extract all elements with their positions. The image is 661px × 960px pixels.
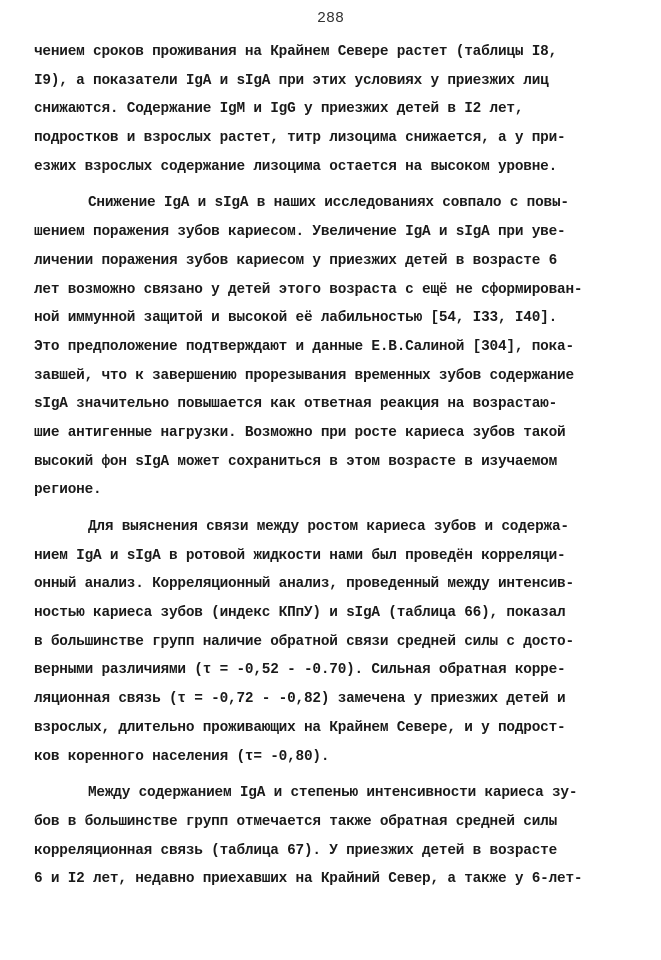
paragraph-first-line: Между содержанием IgA и степенью интенсивности кариеса зу- xyxy=(88,785,578,802)
page-body-text xyxy=(34,38,624,894)
text-line: взрослых, длительно проживающих на Крайнем Севере, и у подрост- xyxy=(34,719,566,736)
text-line: личении поражения зубов кариесом у приезжих детей в возрасте 6 xyxy=(34,252,558,269)
text-line: завшей, что к завершению прорезывания временных зубов содержание xyxy=(34,367,574,384)
page-number: 288 xyxy=(316,10,344,27)
text-line: корреляционная связь (таблица 67). У приезжих детей в возрасте xyxy=(34,842,558,859)
text-line: шением поражения зубов кариесом. Увеличение IgA и sIgA при уве- xyxy=(34,224,566,241)
text-line: ков коренного населения (τ= -0,80). xyxy=(34,748,330,765)
text-line: бов в большинстве групп отмечается также обратная средней силы xyxy=(34,813,558,830)
text-line: 6 и I2 лет, недавно приехавших на Крайний Север, а также у 6-лет- xyxy=(34,871,583,888)
text-line: ляционная связь (τ = -0,72 - -0,82) замечена у приезжих детей и xyxy=(34,691,566,708)
text-line: снижаются. Содержание IgM и IgG у приезжих детей в I2 лет, xyxy=(34,101,524,118)
text-line: верными различиями (τ = -0,52 - -0.70). Сильная обратная корре- xyxy=(34,662,566,679)
text-line: sIgA значительно повышается как ответная реакция на возрастаю- xyxy=(34,396,558,413)
text-line: шие антигенные нагрузки. Возможно при росте кариеса зубов такой xyxy=(34,424,566,441)
text-line: ностью кариеса зубов (индекс КПпУ) и sIgA (таблица 66), показал xyxy=(34,605,566,622)
text-line: нием IgA и sIgA в ротовой жидкости нами был проведён корреляци- xyxy=(34,547,566,564)
text-line: езжих взрослых содержание лизоцима остается на высоком уровне. xyxy=(34,158,558,175)
text-line: регионе. xyxy=(34,482,102,499)
text-line: лет возможно связано у детей этого возраста с ещё не сформирован- xyxy=(34,281,583,298)
text-line: ной иммунной защитой и высокой её лабильностью [54, I33, I40]. xyxy=(34,310,558,327)
text-line: высокий фон sIgA может сохраниться в этом возрасте в изучаемом xyxy=(34,453,558,470)
text-line: онный анализ. Корреляционный анализ, проведенный между интенсив- xyxy=(34,576,574,593)
text-line: в большинстве групп наличие обратной связи средней силы с досто- xyxy=(34,633,574,650)
text-line: чением сроков проживания на Крайнем Севере растет (таблицы I8, xyxy=(34,44,558,60)
text-line: Это предположение подтверждают и данные Е.В.Салиной [304], пока- xyxy=(34,338,574,355)
paragraph-first-line: Для выяснения связи между ростом кариеса зубов и содержа- xyxy=(88,519,569,535)
text-line: подростков и взрослых растет, титр лизоцима снижается, а у при- xyxy=(34,130,566,147)
paragraph-first-line: Снижение IgA и sIgA в наших исследованиях совпало с повы- xyxy=(88,195,569,212)
text-line: I9), а показатели IgA и sIgA при этих условиях у приезжих лиц xyxy=(34,72,549,89)
